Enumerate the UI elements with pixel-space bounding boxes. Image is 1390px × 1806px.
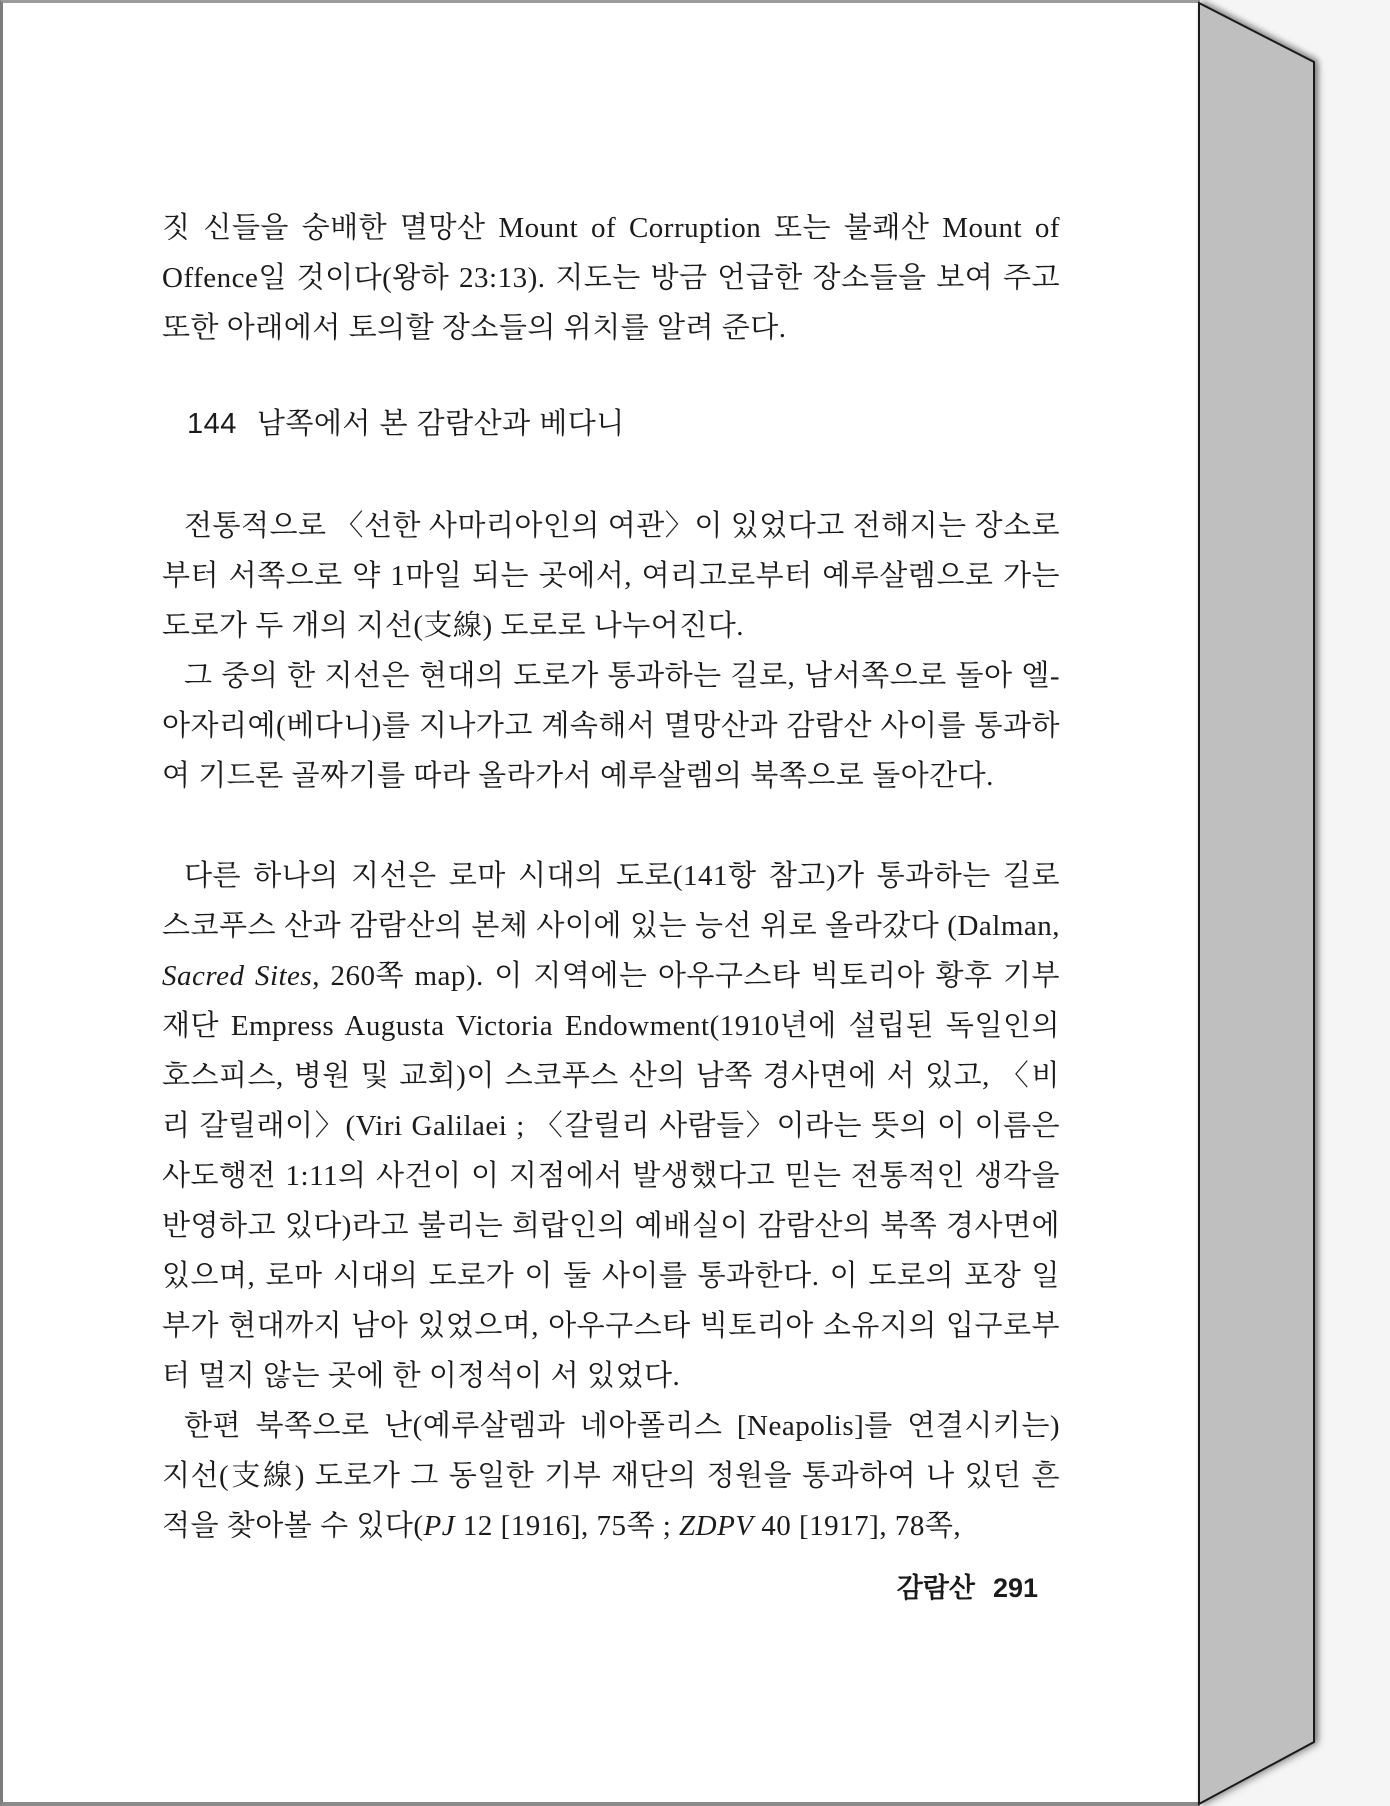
footer-page-number: 291 [992,1573,1038,1603]
page-edge-polygon [1199,3,1314,1804]
section-title: 남쪽에서 본 감람산과 베다니 [256,408,625,440]
body-paragraph-continuation: 짓 신들을 숭배한 멸망산 Mount of Corruption 또는 불쾌산 Mount of Offence일 것이다(왕하 23:13). 지도는 방금 언급한 장소들을 보여 주고 또한 아래에서 토의할 장소들의 위치를 알려 준다. [162,212,1060,344]
body-paragraph: 다른 하나의 지선은 로마 시대의 도로(141항 참고)가 통과하는 길로 스코푸스 산과 감람산의 본체 사이에 있는 능선 위로 올라갔다 (Dalman, Sacred Sites, 260쪽 map). 이 지역에는 아우구스타 빅토리아 황후 기부 재단 Empress Augusta Victoria Endowment(1910년에 설립된 독일인의 호스피스, 병원 및 교회)이 스코푸스 산의 남쪽 경사면에 서 있고, 〈비리 갈릴래이〉(Viri Galilaei ; 〈갈릴리 사람들〉이라는 뜻의 이 이름은 사도행전 1:11의 사건이 이 지점에서 발생했다고 믿는 전통적인 생각을 반영하고 있다)라고 불리는 희랍인의 예배실이 감람산의 북쪽 경사면에 있으며, 로마 시대의 도로가 이 둘 사이를 통과한다. 이 도로의 포장 일부가 현대까지 남아 있었으며, 아우구스타 빅토리아 소유지의 입구로부터 멀지 않는 곳에 한 이정석이 서 있었다. [162,860,1060,1392]
section-heading [162,402,1060,446]
page-content [162,0,1062,1806]
body-paragraph: 한편 북쪽으로 난(예루살렘과 네아폴리스 [Neapolis]를 연결시키는) 지선(支線) 도로가 그 동일한 기부 재단의 정원을 통과하여 나 있던 흔적을 찾아볼 수 있다(PJ 12 [1916], 75쪽 ; ZDPV 40 [1917], 78쪽, [162,1410,1060,1542]
footer-section-title: 감람산 [896,1573,975,1603]
section-number: 144 [187,408,237,440]
page-footer [162,1568,1060,1608]
body-paragraph: 그 중의 한 지선은 현대의 도로가 통과하는 길로, 남서쪽으로 돌아 엘-아자리예(베다니)를 지나가고 계속해서 멸망산과 감람산 사이를 통과하여 기드론 골짜기를 따라 올라가서 예루살렘의 북쪽으로 돌아간다. [162,660,1060,792]
body-paragraph: 전통적으로 〈선한 사마리아인의 여관〉이 있었다고 전해지는 장소로부터 서쪽으로 약 1마일 되는 곳에서, 여리고로부터 예루살렘으로 가는 도로가 두 개의 지선(支線) 도로로 나누어진다. [162,510,1060,642]
